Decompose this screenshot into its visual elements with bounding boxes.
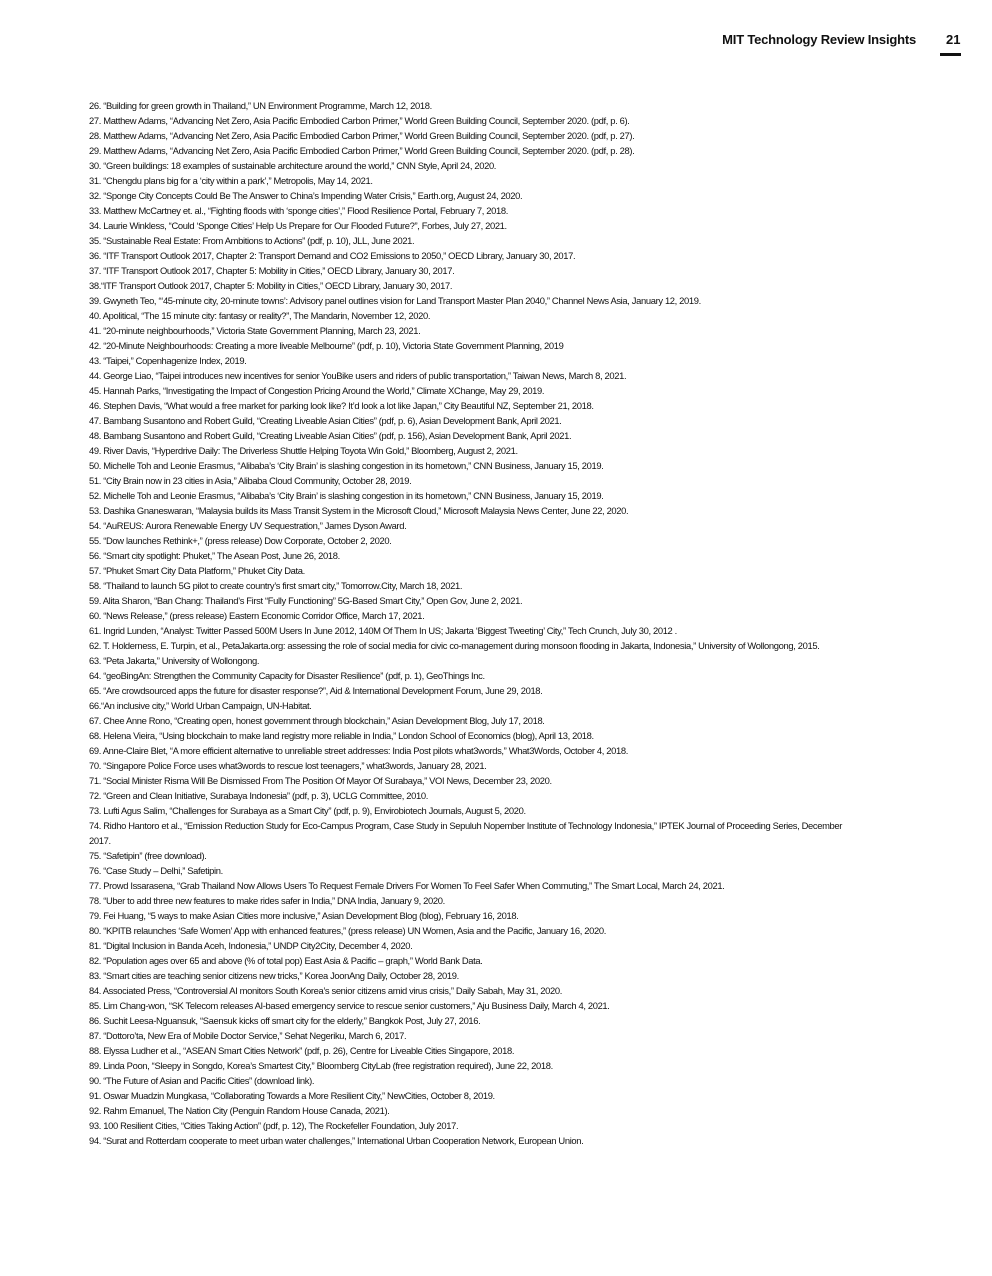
reference-item: 50. Michelle Toh and Leonie Erasmus, “Alibaba’s ‘City Brain’ is slashing congestion in its hometown,” CNN Business, January 15, 2019. bbox=[89, 460, 604, 471]
reference-item: 34. Laurie Winkless, “Could ‘Sponge Cities’ Help Us Prepare for Our Flooded Future?”, Forbes, July 27, 2021. bbox=[89, 220, 507, 231]
reference-item: 93. 100 Resilient Cities, “Cities Taking Action” (pdf, p. 12), The Rockefeller Foundation, July 2017. bbox=[89, 1120, 459, 1131]
reference-item: 80. “KPITB relaunches ‘Safe Women’ App with enhanced features,” (press release) UN Women, Asia and the Pacific, January 16, 2020. bbox=[89, 925, 606, 936]
reference-item: 88. Elyssa Ludher et al., “ASEAN Smart Cities Network” (pdf, p. 26), Centre for Liveable Cities Singapore, 2018. bbox=[89, 1045, 515, 1056]
reference-item: 64. “geoBingAn: Strengthen the Community Capacity for Disaster Resilience” (pdf, p. 1), GeoThings Inc. bbox=[89, 670, 485, 681]
reference-item: 29. Matthew Adams, “Advancing Net Zero, Asia Pacific Embodied Carbon Primer,” World Green Building Council, September 2020. (pdf, p. 28). bbox=[89, 145, 635, 156]
reference-item: 51. “City Brain now in 23 cities in Asia,” Alibaba Cloud Community, October 28, 2019. bbox=[89, 475, 412, 486]
page-number-underline bbox=[940, 53, 961, 56]
reference-item: 26. “Building for green growth in Thailand,” UN Environment Programme, March 12, 2018. bbox=[89, 100, 432, 111]
reference-item: 61. Ingrid Lunden, “Analyst: Twitter Passed 500M Users In June 2012, 140M Of Them In US; Jakarta ‘Biggest Tweeting’ City,” Tech Crunch, July 30, 2012 . bbox=[89, 625, 677, 636]
reference-item: 91. Oswar Muadzin Mungkasa, “Collaborating Towards a More Resilient City,” NewCities, October 8, 2019. bbox=[89, 1090, 495, 1101]
reference-item: 84. Associated Press, “Controversial AI monitors South Korea’s senior citizens amid virus crisis,” Daily Sabah, May 31, 2020. bbox=[89, 985, 562, 996]
reference-item: 28. Matthew Adams, “Advancing Net Zero, Asia Pacific Embodied Carbon Primer,” World Green Building Council, September 2020. (pdf, p. 27). bbox=[89, 130, 635, 141]
reference-item: 79. Fei Huang, “5 ways to make Asian Cities more inclusive,” Asian Development Blog (blog), February 16, 2018. bbox=[89, 910, 519, 921]
reference-item: 68. Helena Vieira, “Using blockchain to make land registry more reliable in India,” London School of Economics (blog), April 13, 2018. bbox=[89, 730, 594, 741]
reference-item: 59. Alita Sharon, “Ban Chang: Thailand’s First “Fully Functioning” 5G-Based Smart City,” Open Gov, June 2, 2021. bbox=[89, 595, 523, 606]
reference-item: 92. Rahm Emanuel, The Nation City (Penguin Random House Canada, 2021). bbox=[89, 1105, 390, 1116]
reference-item: 32. “Sponge City Concepts Could Be The Answer to China’s Impending Water Crisis,” Earth.org, August 24, 2020. bbox=[89, 190, 523, 201]
reference-item: 67. Chee Anne Rono, “Creating open, honest government through blockchain,” Asian Development Blog, July 17, 2018. bbox=[89, 715, 545, 726]
page-number: 21 bbox=[946, 32, 961, 47]
reference-item: 89. Linda Poon, “Sleepy in Songdo, Korea’s Smartest City,” Bloomberg CityLab (free registration required), June 22, 2018. bbox=[89, 1060, 553, 1071]
reference-item: 53. Dashika Gnaneswaran, “Malaysia builds its Mass Transit System in the Microsoft Cloud,” Microsoft Malaysia News Center, June 22, 2020. bbox=[89, 505, 629, 516]
page-header bbox=[0, 32, 992, 62]
reference-item: 78. “Uber to add three new features to make rides safer in India,” DNA India, January 9, 2020. bbox=[89, 895, 445, 906]
reference-item: 46. Stephen Davis, “What would a free market for parking look like? It’d look a lot like Japan,” City Beautiful NZ, September 21, 2018. bbox=[89, 400, 594, 411]
reference-item: 57. “Phuket Smart City Data Platform,” Phuket City Data. bbox=[89, 565, 305, 576]
reference-item: 36. “ITF Transport Outlook 2017, Chapter 2: Transport Demand and CO2 Emissions to 2050,” OECD Library, January 30, 2017. bbox=[89, 250, 576, 261]
reference-item: 85. Lim Chang-won, “SK Telecom releases AI-based emergency service to rescue senior customers,” Aju Business Daily, March 4, 2021. bbox=[89, 1000, 610, 1011]
reference-item: 72. “Green and Clean Initiative, Surabaya Indonesia” (pdf, p. 3), UCLG Committee, 2010. bbox=[89, 790, 429, 801]
reference-item: 74. Ridho Hantoro et al., “Emission Reduction Study for Eco-Campus Program, Case Study in Sepuluh Nopember Institute of Technology Indonesia,” IPTEK Journal of Proceeding Series, December 2017. bbox=[89, 820, 843, 846]
reference-item: 94. “Surat and Rotterdam cooperate to meet urban water challenges,” International Urban Cooperation Network, European Union. bbox=[89, 1135, 584, 1146]
reference-item: 49. River Davis, “Hyperdrive Daily: The Driverless Shuttle Helping Toyota Win Gold,” Bloomberg, August 2, 2021. bbox=[89, 445, 518, 456]
reference-item: 54. “AuREUS: Aurora Renewable Energy UV Sequestration,” James Dyson Award. bbox=[89, 520, 407, 531]
reference-item: 56. “Smart city spotlight: Phuket,” The Asean Post, June 26, 2018. bbox=[89, 550, 340, 561]
reference-item: 40. Apolitical, “The 15 minute city: fantasy or reality?”, The Mandarin, November 12, 2020. bbox=[89, 310, 431, 321]
reference-item: 30. “Green buildings: 18 examples of sustainable architecture around the world,” CNN Style, April 24, 2020. bbox=[89, 160, 497, 171]
reference-item: 90. “The Future of Asian and Pacific Cities” (download link). bbox=[89, 1075, 315, 1086]
reference-item: 33. Matthew McCartney et. al., “Fighting floods with ‘sponge cities’,” Flood Resilience Portal, February 7, 2018. bbox=[89, 205, 508, 216]
reference-item: 63. “Peta Jakarta,” University of Wollongong. bbox=[89, 655, 260, 666]
reference-item: 70. “Singapore Police Force uses what3words to rescue lost teenagers,” what3words, January 28, 2021. bbox=[89, 760, 487, 771]
reference-item: 58. “Thailand to launch 5G pilot to create country’s first smart city,” Tomorrow.City, March 18, 2021. bbox=[89, 580, 463, 591]
reference-item: 75. “Safetipin” (free download). bbox=[89, 850, 207, 861]
reference-item: 69. Anne-Claire Blet, “A more efficient alternative to unreliable street addresses: India Post pilots what3words,” What3Words, October 4, 2018. bbox=[89, 745, 628, 756]
reference-item: 62. T. Holderness, E. Turpin, et al., PetaJakarta.org: assessing the role of social media for civic co-management during monsoon flooding in Jakarta, Indonesia,” University of Wollongong, 2015. bbox=[89, 640, 820, 651]
reference-item: 82. “Population ages over 65 and above (% of total pop) East Asia & Pacific – graph,” World Bank Data. bbox=[89, 955, 483, 966]
reference-item: 65. “Are crowdsourced apps the future for disaster response?”, Aid & International Development Forum, June 29, 2018. bbox=[89, 685, 543, 696]
reference-item: 45. Hannah Parks, “Investigating the Impact of Congestion Pricing Around the World,” Climate XChange, May 29, 2019. bbox=[89, 385, 545, 396]
reference-item: 87. “Dottoro’ta, New Era of Mobile Doctor Service,” Sehat Negeriku, March 6, 2017. bbox=[89, 1030, 407, 1041]
reference-item: 73. Lufti Agus Salim, “Challenges for Surabaya as a Smart City” (pdf, p. 9), Envirobiotech Journals, August 5, 2020. bbox=[89, 805, 526, 816]
reference-item: 52. Michelle Toh and Leonie Erasmus, “Alibaba’s ‘City Brain’ is slashing congestion in its hometown,” CNN Business, January 15, 2019. bbox=[89, 490, 604, 501]
reference-item: 66.“An inclusive city,” World Urban Campaign, UN-Habitat. bbox=[89, 700, 312, 711]
reference-item: 48. Bambang Susantono and Robert Guild, “Creating Liveable Asian Cities” (pdf, p. 156), Asian Development Bank, April 2021. bbox=[89, 430, 572, 441]
reference-item: 77. Prowd Issarasena, “Grab Thailand Now Allows Users To Request Female Drivers For Women To Feel Safer When Commuting,” The Smart Local, March 24, 2021. bbox=[89, 880, 725, 891]
reference-item: 60. “News Release,” (press release) Eastern Economic Corridor Office, March 17, 2021. bbox=[89, 610, 425, 621]
reference-list bbox=[89, 98, 859, 1148]
reference-item: 39. Gwyneth Teo, “‘45-minute city, 20-minute towns’: Advisory panel outlines vision for Land Transport Master Plan 2040,” Channel News Asia, January 12, 2019. bbox=[89, 295, 701, 306]
reference-item: 71. “Social Minister Risma Will Be Dismissed From The Position Of Mayor Of Surabaya,” VOI News, December 23, 2020. bbox=[89, 775, 552, 786]
reference-item: 55. “Dow launches Rethink+,” (press release) Dow Corporate, October 2, 2020. bbox=[89, 535, 392, 546]
reference-item: 47. Bambang Susantono and Robert Guild, “Creating Liveable Asian Cities” (pdf, p. 6), Asian Development Bank, April 2021. bbox=[89, 415, 562, 426]
reference-item: 86. Suchit Leesa-Nguansuk, “Saensuk kicks off smart city for the elderly,” Bangkok Post, July 27, 2016. bbox=[89, 1015, 481, 1026]
reference-item: 76. “Case Study – Delhi,” Safetipin. bbox=[89, 865, 223, 876]
reference-item: 27. Matthew Adams, “Advancing Net Zero, Asia Pacific Embodied Carbon Primer,” World Green Building Council, September 2020. (pdf, p. 6). bbox=[89, 115, 630, 126]
reference-item: 37. “ITF Transport Outlook 2017, Chapter 5: Mobility in Cities,” OECD Library, January 30, 2017. bbox=[89, 265, 455, 276]
reference-item: 35. “Sustainable Real Estate: From Ambitions to Actions” (pdf, p. 10), JLL, June 2021. bbox=[89, 235, 415, 246]
reference-item: 83. “Smart cities are teaching senior citizens new tricks,” Korea JoonAng Daily, October 28, 2019. bbox=[89, 970, 459, 981]
reference-item: 41. “20-minute neighbourhoods,” Victoria State Government Planning, March 23, 2021. bbox=[89, 325, 421, 336]
publication-title: MIT Technology Review Insights bbox=[722, 32, 916, 47]
reference-item: 38.“ITF Transport Outlook 2017, Chapter 5: Mobility in Cities,” OECD Library, January 30, 2017. bbox=[89, 280, 453, 291]
reference-item: 43. “Taipei,” Copenhagenize Index, 2019. bbox=[89, 355, 247, 366]
reference-item: 42. “20-Minute Neighbourhoods: Creating a more liveable Melbourne” (pdf, p. 10), Victoria State Government Planning, 2019 bbox=[89, 340, 564, 351]
reference-item: 81. “Digital Inclusion in Banda Aceh, Indonesia,” UNDP City2City, December 4, 2020. bbox=[89, 940, 413, 951]
reference-item: 31. “Chengdu plans big for a ‘city within a park’,” Metropolis, May 14, 2021. bbox=[89, 175, 373, 186]
reference-item: 44. George Liao, “Taipei introduces new incentives for senior YouBike users and riders of public transportation,” Taiwan News, March 8, 2021. bbox=[89, 370, 627, 381]
